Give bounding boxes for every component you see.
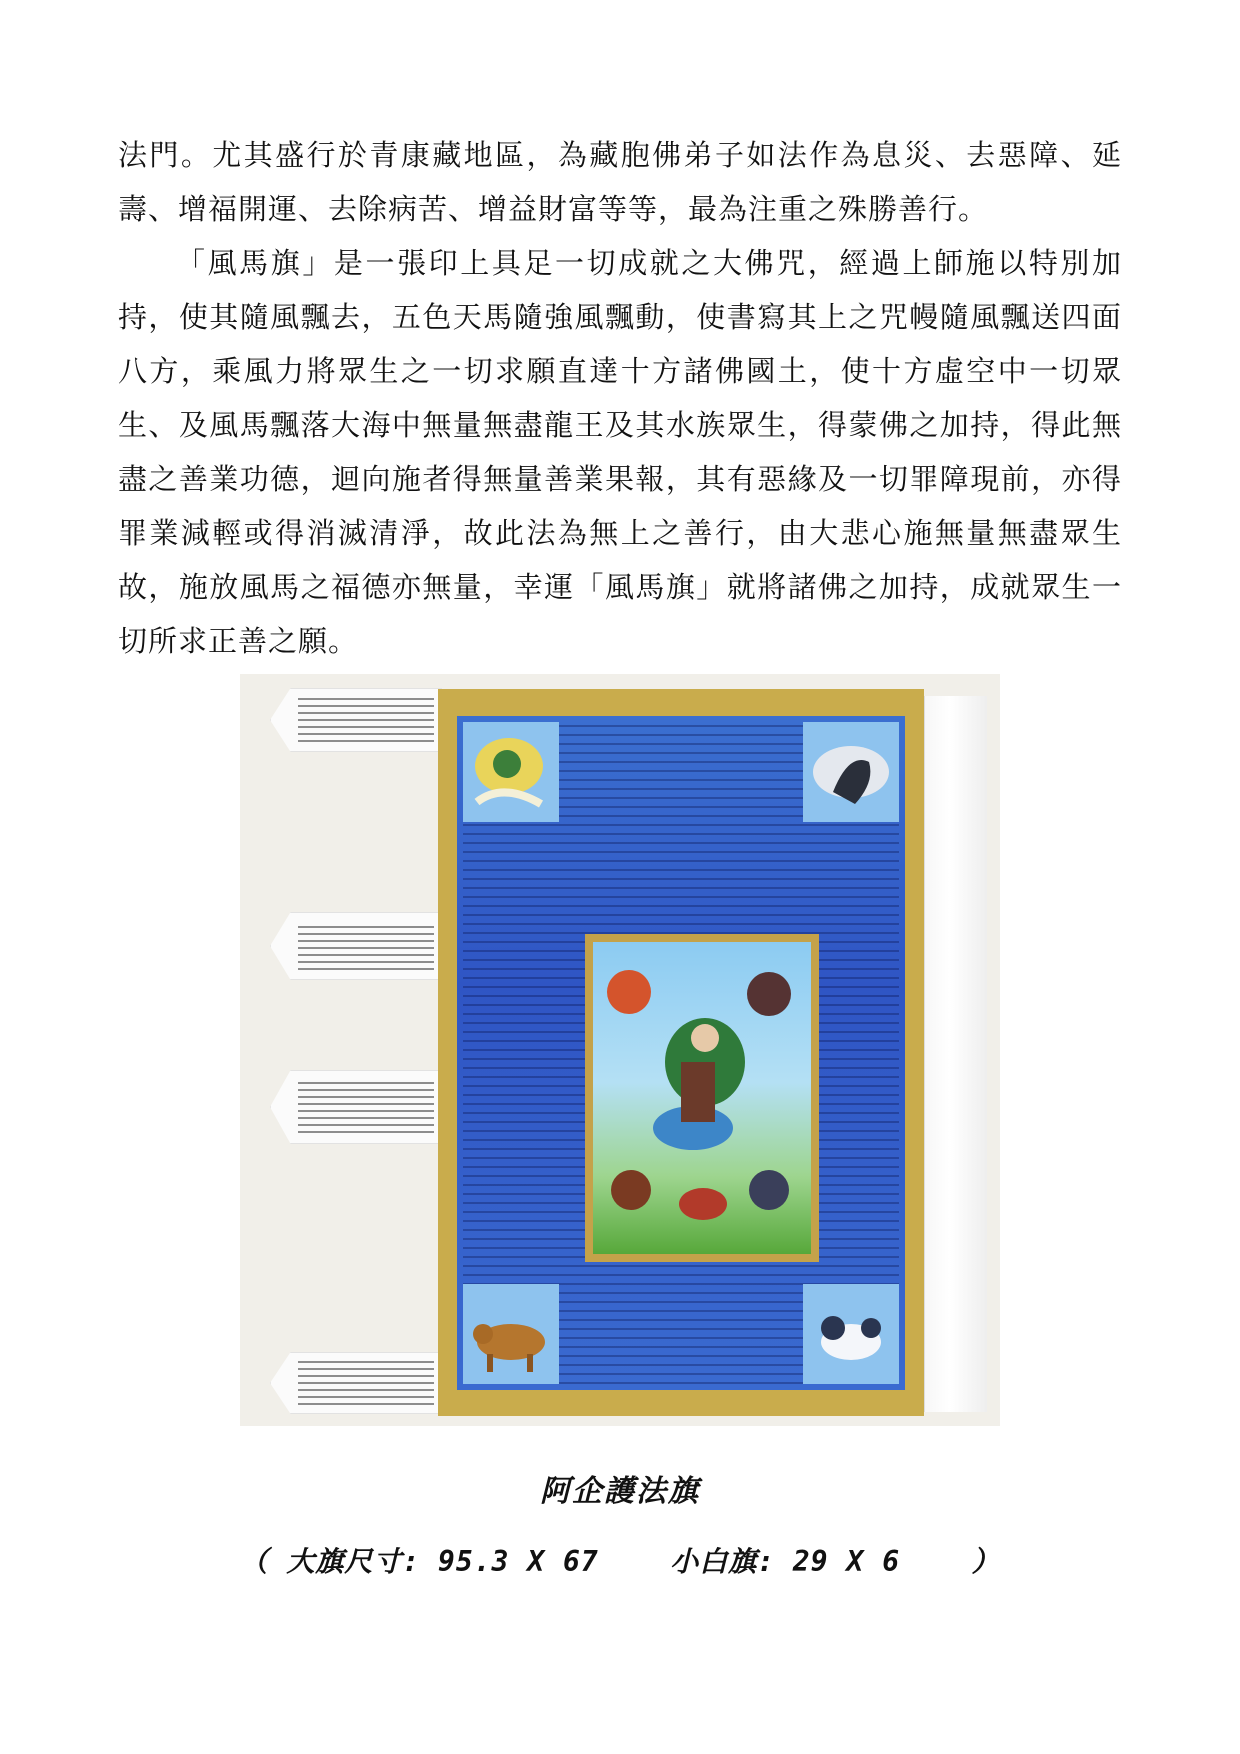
garuda-corner-image (463, 722, 559, 822)
flag-blue-field (457, 716, 905, 1390)
body-paragraph-1: 法門。尤其盛行於青康藏地區，為藏胞佛弟子如法作為息災、去惡障、延壽、增福開運、去除病苦、增益財富等等，最為注重之殊勝善行。 (118, 138, 1122, 226)
flag-border (438, 689, 924, 1416)
white-streamer-3 (270, 1070, 442, 1144)
lion-corner-image (803, 1284, 899, 1384)
figure-caption-size: （ 大旗尺寸: 95.3 X 67 小白旗: 29 X 6 ） (239, 1545, 1001, 1578)
figure-caption-title: 阿企護法旗 (540, 1474, 700, 1509)
flag-photo (240, 674, 1000, 1426)
flag-pole-sleeve (924, 696, 987, 1412)
center-deity-panel (585, 934, 819, 1262)
dragon-corner-image (803, 722, 899, 822)
tiger-corner-image (463, 1284, 559, 1384)
white-streamer-2 (270, 912, 442, 980)
white-streamer-4 (270, 1352, 442, 1414)
body-paragraph-2: 「風馬旗」是一張印上具足一切成就之大佛咒，經過上師施以特別加持，使其隨風飄去，五色天馬隨強風飄動，使書寫其上之咒幔隨風飄送四面八方，乘風力將眾生之一切求願直達十方諸佛國土，使十方虛空中一切眾生、及風馬飄落大海中無量無盡龍王及其水族眾生，得蒙佛之加持，得此無盡之善業功德，迴向施者得無量善業果報，其有惡緣及一切罪障現前，亦得罪業減輕或得消滅清淨，故此法為無上之善行，由大悲心施無量無盡眾生故，施放風馬之福德亦無量，幸運「風馬旗」就將諸佛之加持，成就眾生一切所求正善之願。 (118, 246, 1122, 658)
white-streamer-1 (270, 688, 442, 752)
